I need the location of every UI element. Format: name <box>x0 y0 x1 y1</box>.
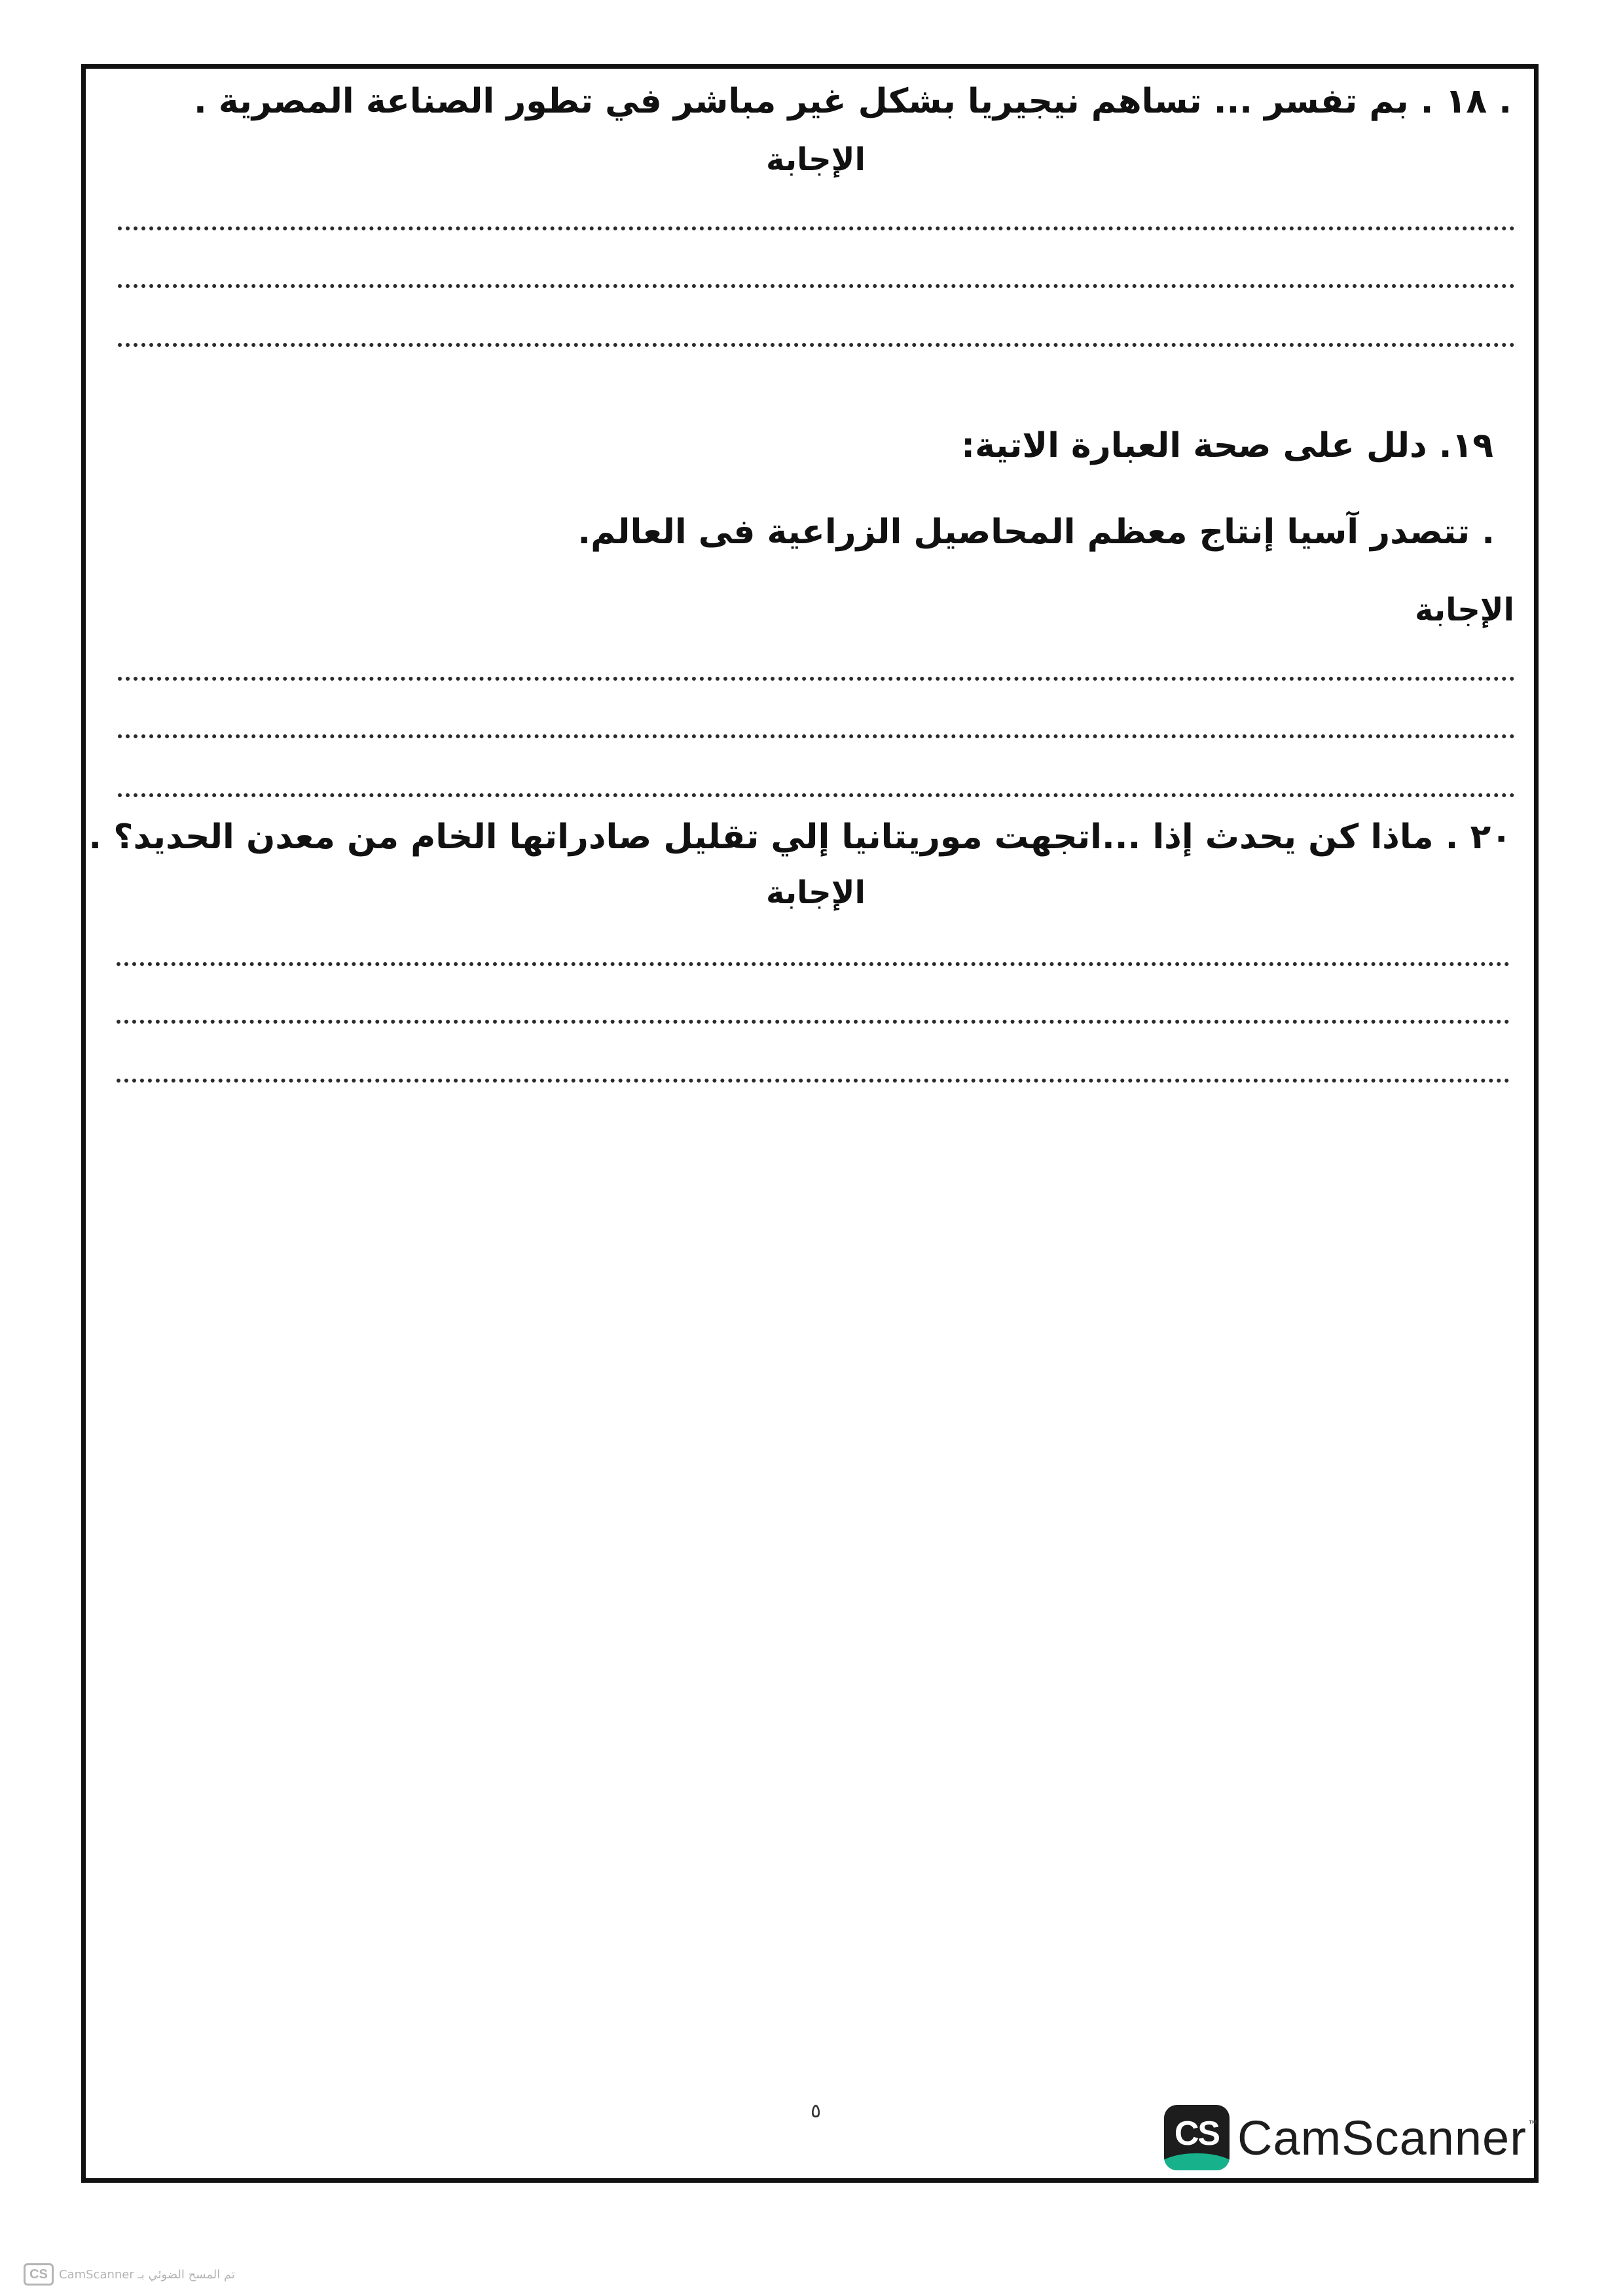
trademark-mark: ™ <box>1527 2118 1537 2128</box>
answer-line <box>118 793 1515 797</box>
answer-line <box>117 1079 1510 1083</box>
answer-line <box>118 343 1515 347</box>
question-19-answer-label: الإجابة <box>1415 592 1514 628</box>
question-20-answer-label: الإجابة <box>766 874 866 911</box>
answer-line <box>118 226 1515 230</box>
question-18-answer-label: الإجابة <box>766 141 866 178</box>
camscanner-logo-icon: CS <box>1164 2105 1230 2170</box>
answer-line <box>118 677 1515 681</box>
question-19: ١٩. دلل على صحة العبارة الاتية: <box>961 426 1493 465</box>
answer-line <box>117 1020 1510 1024</box>
scan-stamp <box>24 2263 235 2286</box>
camscanner-logo-text: CamScanner <box>1237 2110 1527 2165</box>
page-number: ٥ <box>810 2100 822 2123</box>
question-19-statement: . تتصدر آسيا إنتاج معظم المحاصيل الزراعية فى العالم. <box>577 512 1495 552</box>
question-20: ٢٠ . ماذا كن يحدث إذا ...اتجهت موريتانيا إلي تقليل صادراتها الخام من معدن الحديد؟ . <box>88 817 1512 857</box>
camscanner-logo <box>1164 2104 1537 2172</box>
answer-line <box>118 734 1515 738</box>
scan-stamp-text: تم المسح الضوئي بـ CamScanner <box>59 2267 235 2282</box>
camscanner-small-icon: CS <box>24 2263 54 2286</box>
question-18: . ١٨ . بم تفسر ... تساهم نيجيريا بشكل غير مباشر في تطور الصناعة المصرية . <box>194 82 1512 121</box>
answer-line <box>117 962 1510 966</box>
page-border <box>81 64 1539 2183</box>
answer-line <box>118 284 1515 288</box>
